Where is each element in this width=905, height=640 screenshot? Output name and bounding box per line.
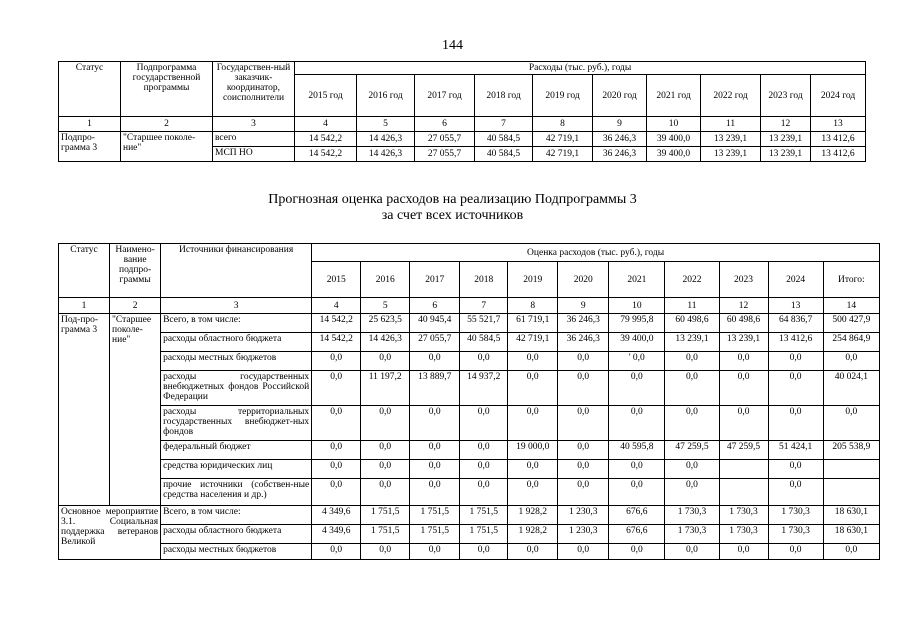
- col-number: 6: [415, 117, 475, 132]
- value-cell: 0,0: [558, 352, 609, 371]
- value-cell: 676,6: [609, 506, 665, 525]
- value-cell: 1 730,3: [665, 506, 719, 525]
- value-cell: 0,0: [361, 441, 410, 460]
- value-cell: 0,0: [312, 479, 361, 506]
- value-cell: 14 426,3: [357, 147, 415, 162]
- value-cell: 51 424,1: [768, 441, 823, 460]
- col-number: 12: [761, 117, 811, 132]
- col-number: 10: [609, 298, 665, 314]
- value-cell: 0,0: [361, 406, 410, 441]
- value-cell: 0,0: [460, 460, 508, 479]
- value-cell: 0,0: [768, 544, 823, 560]
- column-number-row: [59, 117, 866, 132]
- value-cell: 47 259,5: [719, 441, 768, 460]
- value-cell: 60 498,6: [665, 314, 719, 333]
- value-cell: 0,0: [460, 544, 508, 560]
- table-row: [59, 314, 880, 333]
- col-number: 7: [475, 117, 533, 132]
- col-number: 2: [110, 298, 161, 314]
- value-cell: 18 630,1: [823, 506, 879, 525]
- value-cell: 0,0: [609, 479, 665, 506]
- value-cell: 0,0: [823, 352, 879, 371]
- value-cell: 25 623,5: [361, 314, 410, 333]
- row-label: всего: [213, 132, 295, 147]
- col-number: 6: [410, 298, 460, 314]
- value-cell: 0,0: [460, 479, 508, 506]
- value-cell: 0,0: [665, 544, 719, 560]
- table-row: [59, 441, 880, 460]
- value-cell: 0,0: [768, 406, 823, 441]
- row-label: прочие источники (собствен-ные средства населения и др.): [161, 479, 312, 506]
- value-cell: 36 246,3: [558, 314, 609, 333]
- row-label: расходы местных бюджетов: [161, 544, 312, 560]
- value-cell: 0,0: [768, 352, 823, 371]
- value-cell: 13 239,1: [665, 333, 719, 352]
- value-cell: 0,0: [312, 544, 361, 560]
- value-cell: 27 055,7: [410, 333, 460, 352]
- value-cell: 0,0: [665, 406, 719, 441]
- row-label: федеральный бюджет: [161, 441, 312, 460]
- col-number: 3: [161, 298, 312, 314]
- col-number: 1: [59, 117, 121, 132]
- value-cell: 0,0: [609, 371, 665, 406]
- value-cell: 0,0: [361, 352, 410, 371]
- value-cell: 39 400,0: [647, 147, 701, 162]
- value-cell: 0,0: [558, 544, 609, 560]
- value-cell: 13 889,7: [410, 371, 460, 406]
- value-cell: 0,0: [361, 544, 410, 560]
- value-cell: 13 239,1: [701, 147, 761, 162]
- column-number-row: [59, 298, 880, 314]
- row-label: МСП НО: [213, 147, 295, 162]
- value-cell: 0,0: [508, 371, 558, 406]
- year-header: 2022: [665, 262, 719, 298]
- value-cell: 14 426,3: [357, 132, 415, 147]
- value-cell: 1 730,3: [768, 525, 823, 544]
- table-row: [59, 132, 866, 147]
- subprogram-cell: "Старшее поколе-ние": [121, 132, 213, 162]
- header-subprogram: Подпрограмма государственной программы: [121, 62, 213, 117]
- value-cell: 0,0: [460, 441, 508, 460]
- expenses-table: [58, 61, 866, 162]
- col-number: 4: [312, 298, 361, 314]
- header-coordinator: Государствен-ный заказчик-координатор, соисполнители: [213, 62, 295, 117]
- row-label: расходы государственных внебюджетных фондов Российской Федерации: [161, 371, 312, 406]
- value-cell: 0,0: [410, 352, 460, 371]
- year-header: 2015: [312, 262, 361, 298]
- value-cell: 14 542,2: [312, 333, 361, 352]
- table-row: [59, 406, 880, 441]
- value-cell: 0,0: [508, 479, 558, 506]
- value-cell: 42 719,1: [533, 132, 593, 147]
- value-cell: 64 836,7: [768, 314, 823, 333]
- value-cell: 13 412,6: [768, 333, 823, 352]
- value-cell: 55 521,7: [460, 314, 508, 333]
- value-cell: [823, 479, 879, 506]
- value-cell: 0,0: [665, 479, 719, 506]
- value-cell: 1 751,5: [410, 506, 460, 525]
- value-cell: 36 246,3: [558, 333, 609, 352]
- value-cell: 40 595,8: [609, 441, 665, 460]
- row-label: расходы областного бюджета: [161, 525, 312, 544]
- col-number: 8: [508, 298, 558, 314]
- col-number: 1: [59, 298, 110, 314]
- value-cell: [719, 479, 768, 506]
- year-header: 2023 год: [761, 75, 811, 117]
- value-cell: 13 239,1: [719, 333, 768, 352]
- year-header: 2020: [558, 262, 609, 298]
- header-status: Статус: [59, 244, 110, 298]
- col-number: 7: [460, 298, 508, 314]
- row-label: расходы территориальных государственных внебюджет-ных фондов: [161, 406, 312, 441]
- value-cell: 1 730,3: [665, 525, 719, 544]
- year-header: 2016 год: [357, 75, 415, 117]
- row-label: Всего, в том числе:: [161, 314, 312, 333]
- value-cell: 0,0: [823, 544, 879, 560]
- col-number: 12: [719, 298, 768, 314]
- value-cell: 0,0: [719, 371, 768, 406]
- header-name: Наимено-вание подпро-граммы: [110, 244, 161, 298]
- value-cell: 1 751,5: [460, 525, 508, 544]
- value-cell: 19 000,0: [508, 441, 558, 460]
- value-cell: 1 751,5: [460, 506, 508, 525]
- value-cell: 0,0: [823, 406, 879, 441]
- value-cell: 40 024,1: [823, 371, 879, 406]
- value-cell: 40 945,4: [410, 314, 460, 333]
- col-number: 8: [533, 117, 593, 132]
- value-cell: 1 730,3: [768, 506, 823, 525]
- value-cell: 4 349,6: [312, 506, 361, 525]
- value-cell: 0,0: [460, 352, 508, 371]
- section-title: [0, 192, 905, 224]
- value-cell: 0,0: [312, 406, 361, 441]
- year-header: 2019: [508, 262, 558, 298]
- value-cell: 40 584,5: [460, 333, 508, 352]
- year-header: 2021: [609, 262, 665, 298]
- col-number: 4: [295, 117, 357, 132]
- col-number: 11: [665, 298, 719, 314]
- value-cell: 14 426,3: [361, 333, 410, 352]
- table-row: [59, 506, 880, 525]
- subprogram-name-cell: "Старшее поколе-ние": [110, 314, 161, 506]
- year-header: 2023: [719, 262, 768, 298]
- year-header: 2015 год: [295, 75, 357, 117]
- value-cell: 1 751,5: [410, 525, 460, 544]
- table-row: [59, 479, 880, 506]
- col-number: 13: [768, 298, 823, 314]
- year-header: 2016: [361, 262, 410, 298]
- year-header: 2022 год: [701, 75, 761, 117]
- col-number: 9: [593, 117, 647, 132]
- value-cell: 42 719,1: [508, 333, 558, 352]
- value-cell: 0,0: [410, 544, 460, 560]
- value-cell: 1 751,5: [361, 506, 410, 525]
- value-cell: 0,0: [665, 352, 719, 371]
- value-cell: 0,0: [558, 371, 609, 406]
- value-cell: 0,0: [361, 479, 410, 506]
- value-cell: 0,0: [665, 371, 719, 406]
- year-header: 2018: [460, 262, 508, 298]
- col-number: 14: [823, 298, 879, 314]
- value-cell: 676,6: [609, 525, 665, 544]
- value-cell: 0,0: [719, 406, 768, 441]
- value-cell: 0,0: [558, 479, 609, 506]
- value-cell: 0,0: [609, 406, 665, 441]
- value-cell: 0,0: [768, 371, 823, 406]
- value-cell: 60 498,6: [719, 314, 768, 333]
- value-cell: 0,0: [558, 406, 609, 441]
- status-cell: Под-про-грамма 3: [59, 314, 110, 506]
- value-cell: 0,0: [665, 460, 719, 479]
- value-cell: 0,0: [768, 479, 823, 506]
- value-cell: 14 937,2: [460, 371, 508, 406]
- value-cell: 40 584,5: [475, 132, 533, 147]
- value-cell: 0,0: [460, 406, 508, 441]
- value-cell: 39 400,0: [609, 333, 665, 352]
- col-number: 3: [213, 117, 295, 132]
- value-cell: 36 246,3: [593, 132, 647, 147]
- value-cell: 1 230,3: [558, 506, 609, 525]
- value-cell: 14 542,2: [295, 147, 357, 162]
- row-label: расходы областного бюджета: [161, 333, 312, 352]
- value-cell: 0,0: [558, 441, 609, 460]
- value-cell: [719, 460, 768, 479]
- value-cell: [823, 460, 879, 479]
- value-cell: 500 427,9: [823, 314, 879, 333]
- value-cell: 79 995,8: [609, 314, 665, 333]
- value-cell: 13 239,1: [761, 147, 811, 162]
- value-cell: 39 400,0: [647, 132, 701, 147]
- header-expenses: Расходы (тыс. руб.), годы: [295, 62, 866, 75]
- header-status: Статус: [59, 62, 121, 117]
- header-estimate: Оценка расходов (тыс. руб.), годы: [312, 244, 880, 262]
- value-cell: 42 719,1: [533, 147, 593, 162]
- forecast-table: [58, 243, 880, 560]
- value-cell: 0,0: [410, 460, 460, 479]
- col-number: 5: [361, 298, 410, 314]
- value-cell: 61 719,1: [508, 314, 558, 333]
- value-cell: ' 0,0: [609, 352, 665, 371]
- value-cell: 36 246,3: [593, 147, 647, 162]
- value-cell: 0,0: [768, 460, 823, 479]
- value-cell: 0,0: [719, 352, 768, 371]
- value-cell: 40 584,5: [475, 147, 533, 162]
- col-number: 13: [811, 117, 866, 132]
- value-cell: 18 630,1: [823, 525, 879, 544]
- value-cell: 254 864,9: [823, 333, 879, 352]
- year-header: 2021 год: [647, 75, 701, 117]
- table-row: [59, 352, 880, 371]
- value-cell: 0,0: [410, 406, 460, 441]
- col-number: 2: [121, 117, 213, 132]
- value-cell: 14 542,2: [312, 314, 361, 333]
- value-cell: 11 197,2: [361, 371, 410, 406]
- value-cell: 0,0: [719, 544, 768, 560]
- value-cell: 13 239,1: [761, 132, 811, 147]
- value-cell: 0,0: [312, 460, 361, 479]
- year-header: 2017: [410, 262, 460, 298]
- value-cell: 14 542,2: [295, 132, 357, 147]
- value-cell: 0,0: [508, 352, 558, 371]
- value-cell: 1 751,5: [361, 525, 410, 544]
- title-line-1: Прогнозная оценка расходов на реализацию Подпрограммы 3: [268, 192, 637, 207]
- value-cell: 1 928,2: [508, 506, 558, 525]
- value-cell: 0,0: [410, 441, 460, 460]
- table-row: [59, 460, 880, 479]
- row-label: средства юридических лиц: [161, 460, 312, 479]
- value-cell: 13 412,6: [811, 147, 866, 162]
- status-cell: Основное мероприятие 3.1. Социальная поддержка ветеранов Великой: [59, 506, 161, 560]
- year-header: 2018 год: [475, 75, 533, 117]
- col-number: 10: [647, 117, 701, 132]
- year-header: 2024: [768, 262, 823, 298]
- table-row: [59, 371, 880, 406]
- value-cell: 0,0: [508, 406, 558, 441]
- value-cell: 47 259,5: [665, 441, 719, 460]
- table-row: [59, 525, 880, 544]
- value-cell: 1 230,3: [558, 525, 609, 544]
- table-row: [59, 333, 880, 352]
- year-header: 2017 год: [415, 75, 475, 117]
- value-cell: 0,0: [410, 479, 460, 506]
- year-header: 2019 год: [533, 75, 593, 117]
- value-cell: 1 730,3: [719, 525, 768, 544]
- value-cell: 0,0: [312, 352, 361, 371]
- col-number: 11: [701, 117, 761, 132]
- page-number: 144: [442, 38, 463, 53]
- value-cell: 1 928,2: [508, 525, 558, 544]
- value-cell: 13 239,1: [701, 132, 761, 147]
- row-label: Всего, в том числе:: [161, 506, 312, 525]
- row-label: расходы местных бюджетов: [161, 352, 312, 371]
- year-header: 2020 год: [593, 75, 647, 117]
- value-cell: 27 055,7: [415, 147, 475, 162]
- status-cell: Подпро-грамма 3: [59, 132, 121, 162]
- col-number: 9: [558, 298, 609, 314]
- year-header: 2024 год: [811, 75, 866, 117]
- value-cell: 0,0: [312, 371, 361, 406]
- title-line-2: за счет всех источников: [381, 208, 524, 223]
- value-cell: 27 055,7: [415, 132, 475, 147]
- value-cell: 0,0: [558, 460, 609, 479]
- year-header: Итого:: [823, 262, 879, 298]
- value-cell: 0,0: [609, 460, 665, 479]
- value-cell: 0,0: [508, 544, 558, 560]
- value-cell: 4 349,6: [312, 525, 361, 544]
- table-row: [59, 544, 880, 560]
- value-cell: 1 730,3: [719, 506, 768, 525]
- value-cell: 0,0: [508, 460, 558, 479]
- value-cell: 13 412,6: [811, 132, 866, 147]
- header-sources: Источники финансирования: [161, 244, 312, 298]
- value-cell: 0,0: [361, 460, 410, 479]
- col-number: 5: [357, 117, 415, 132]
- value-cell: 0,0: [609, 544, 665, 560]
- value-cell: 0,0: [312, 441, 361, 460]
- value-cell: 205 538,9: [823, 441, 879, 460]
